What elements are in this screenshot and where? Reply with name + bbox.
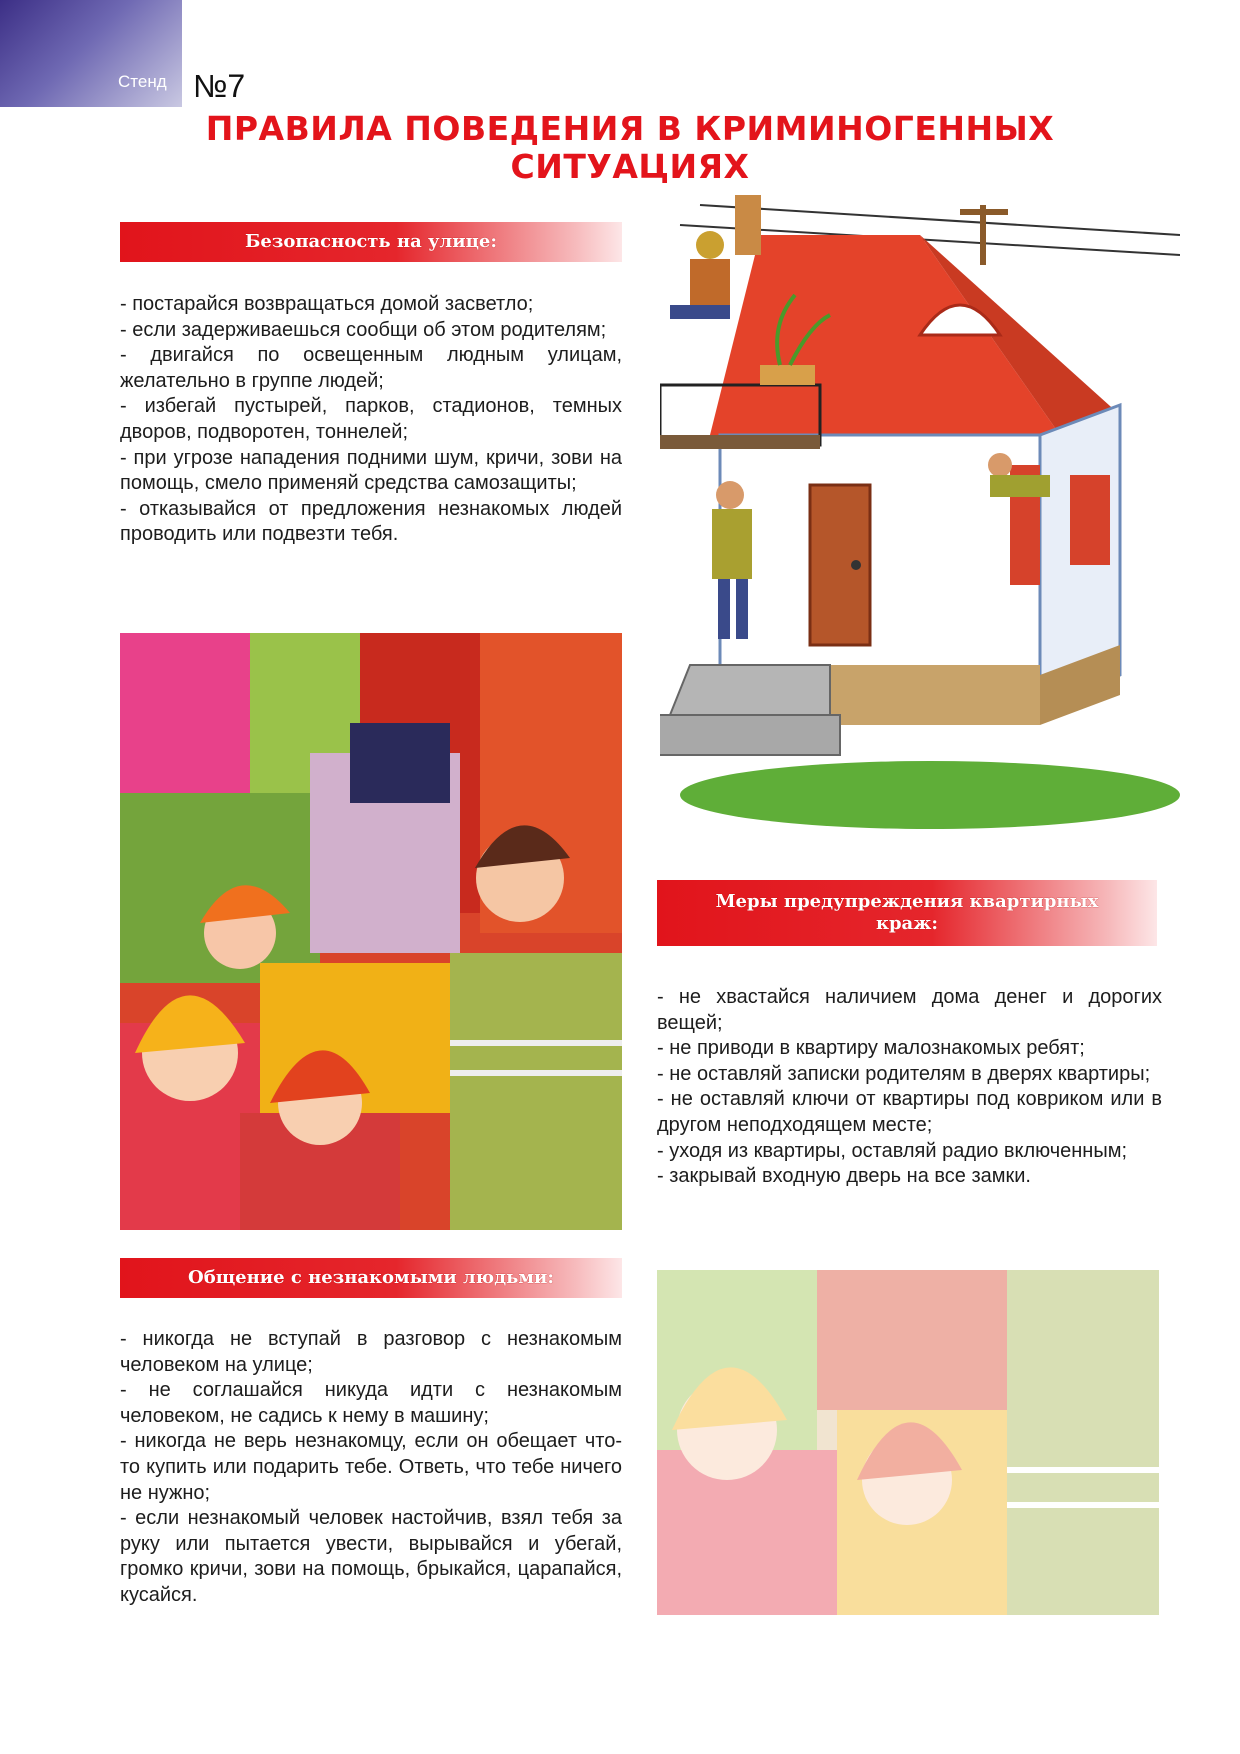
page-title-line1: ПРАВИЛА ПОВЕДЕНИЯ В КРИМИНОГЕННЫХ (205, 109, 1055, 148)
list-item: - постарайся возвращаться домой засветло; (120, 293, 534, 315)
list-item: - если незнакомый человек настойчив, взял тебя за руку или пытается увести, вырывайся и убегай, громко кричи, зови на помощь, брыкайся, царапайся, кусайся. (120, 1507, 622, 1606)
list-item: - не оставляй ключи от квартиры под ковриком или в другом неподходящем месте; (657, 1088, 1162, 1136)
house-illustration (660, 195, 1180, 835)
street-rules (120, 292, 622, 548)
list-item: - не соглашайся никуда идти с незнакомым человеком, не садись к нему в машину; (120, 1379, 622, 1427)
list-item: - при угрозе нападения подними шум, кричи, зови на помощь, смело применяй средства самозащиты; (120, 446, 622, 495)
list-item: - не хвастайся наличием дома денег и дорогих вещей; (657, 986, 1162, 1034)
list-item: - отказывайся от предложения незнакомых людей проводить или подвезти тебя. (120, 497, 622, 546)
people-illustration (120, 633, 622, 1230)
strangers-heading: Общение с незнакомыми людьми: (120, 1258, 622, 1298)
list-item: - избегай пустырей, парков, стадионов, темных дворов, подворотен, тоннелей; (120, 395, 622, 443)
theft-heading (657, 880, 1157, 946)
stand-number: №7 (193, 68, 246, 104)
faded-people-illustration (657, 1270, 1159, 1615)
list-item: - никогда не вступай в разговор с незнакомым человеком на улице; (120, 1328, 622, 1376)
street-heading: Безопасность на улице: (120, 222, 622, 262)
list-item: - не оставляй записки родителям в дверях квартиры; (657, 1062, 1151, 1085)
page-title (180, 110, 1080, 186)
list-item: - если задерживаешься сообщи об этом родителям; (120, 318, 607, 341)
theft-heading-line2: краж: (875, 913, 939, 934)
strangers-rules (120, 1327, 622, 1609)
list-item: - не приводи в квартиру малознакомых ребят; (657, 1037, 1085, 1060)
list-item: - уходя из квартиры, оставляй радио включенным; (657, 1139, 1128, 1162)
list-item: - никогда не верь незнакомцу, если он обещает что-то купить или подарить тебе. Ответь, что тебе ничего не нужно; (120, 1430, 622, 1504)
list-item: - закрывай входную дверь на все замки. (657, 1165, 1031, 1188)
theft-rules (657, 985, 1162, 1190)
page-title-line2: СИТУАЦИЯХ (510, 147, 750, 186)
list-item: - двигайся по освещенным людным улицам, желательно в группе людей; (120, 344, 622, 392)
corner-label: Стенд (118, 72, 167, 91)
theft-heading-line1: Меры предупреждения квартирных (715, 891, 1099, 912)
